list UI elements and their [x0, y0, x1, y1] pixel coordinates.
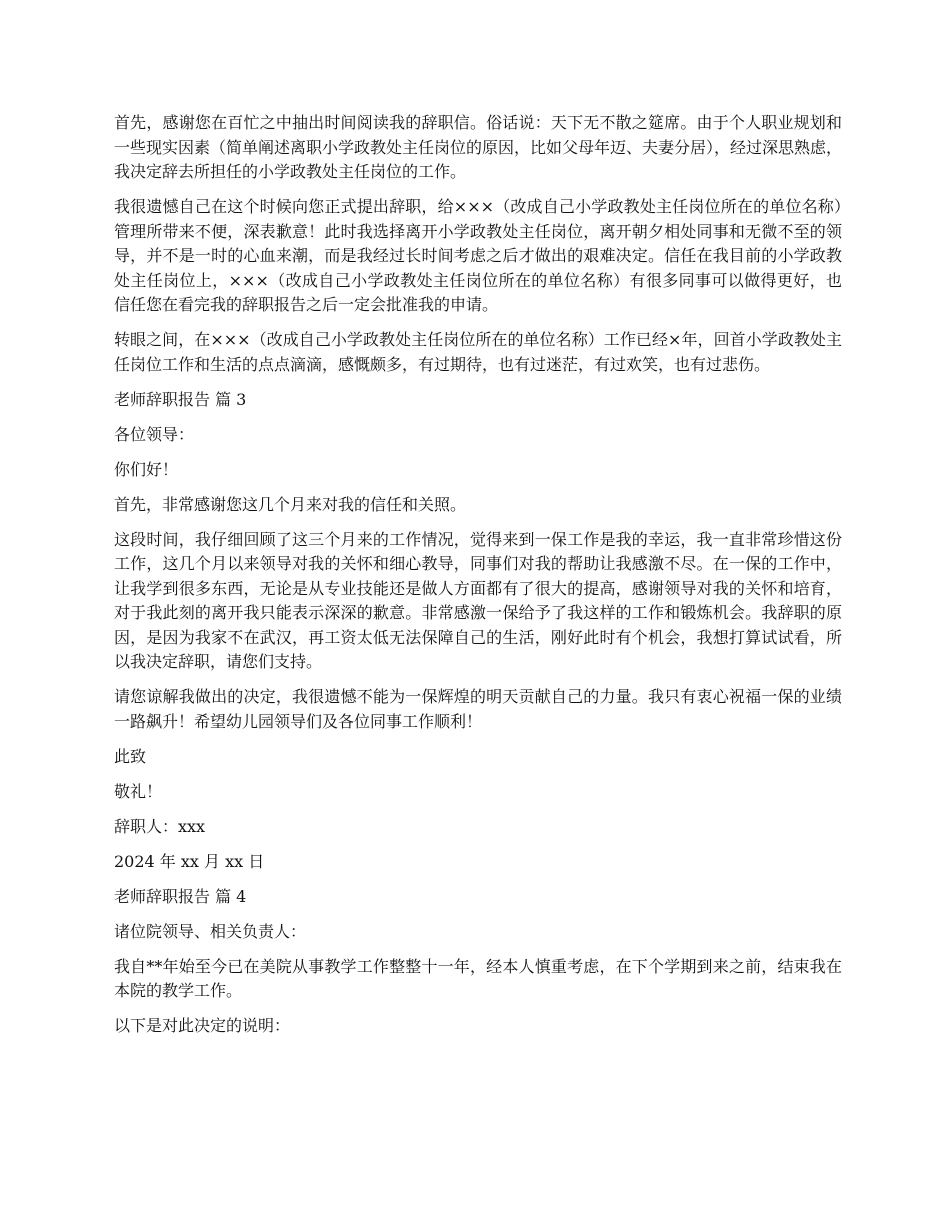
paragraph-tenure: 我自**年始至今已在美院从事教学工作整整十一年，经本人慎重考虑，在下个学期到来之前，结束我在本院的教学工作。: [114, 956, 842, 1000]
greeting: 你们好！: [114, 459, 179, 479]
paragraph-understanding: 请您谅解我做出的决定，我很遗憾不能为一保辉煌的明天贡献自己的力量。我只有衷心祝福一保的业绩一路飙升！希望幼儿园领导们及各位同事工作顺利！: [114, 687, 842, 731]
paragraph-review: 这段时间，我仔细回顾了这三个月来的工作情况，觉得来到一保工作是我的幸运，我一直非常珍惜这份工作，这几个月以来领导对我的关怀和细心教导，同事们对我的帮助让我感激不尽。在一保的工作中，让我学到很多东西，无论是从专业技能还是做人方面都有了很大的提高，感谢领导对我的关怀和培育，对于我此刻的离开我只能表示深深的歉意。非常感激一保给予了我这样的工作和锻炼机会。我辞职的原因，是因为我家不在武汉，再工资太低无法保障自己的生活，刚好此时有个机会，我想打算试试看，所以我决定辞职，请您们支持。: [114, 529, 842, 671]
document-body: [114, 111, 842, 1049]
section-heading-3: 老师辞职报告 篇 3: [114, 389, 247, 409]
paragraph-intro-thanks: 首先，感谢您在百忙之中抽出时间阅读我的辞职信。俗话说：天下无不散之筵席。由于个人职业规划和一些现实因素（简单阐述离职小学政教处主任岗位的原因，比如父母年迈、夫妻分居），经过深思熟虑，我决定辞去所担任的小学政教处主任岗位的工作。: [114, 113, 843, 181]
paragraph-reflection: 转眼之间，在×××（改成自己小学政教处主任岗位所在的单位名称）工作已经×年，回首小学政教处主任岗位工作和生活的点点滴滴，感慨颇多，有过期待，也有过迷茫，有过欢笑，也有过悲伤。: [114, 330, 842, 374]
signature-line: 辞职人：xxx: [114, 816, 206, 836]
closing-salute: 敬礼！: [114, 781, 163, 801]
paragraph-explanation-intro: 以下是对此决定的说明：: [114, 1016, 291, 1035]
salutation: 各位领导：: [114, 424, 195, 444]
date-line: 2024 年 xx 月 xx 日: [114, 851, 265, 871]
salutation-2: 诸位院领导、相关负责人：: [114, 921, 307, 941]
paragraph-regret: 我很遗憾自己在这个时候向您正式提出辞职，给×××（改成自己小学政教处主任岗位所在的单位名称）管理所带来不便，深表歉意！此时我选择离开小学政教处主任岗位，离开朝夕相处同事和无微不至的领导，并不是一时的心血来潮，而是我经过长时间考虑之后才做出的艰难决定。信任在我目前的小学政教处主任岗位上，×××（改成自己小学政教处主任岗位所在的单位名称）有很多同事可以做得更好，也信任您在看完我的辞职报告之后一定会批准我的申请。: [114, 197, 842, 314]
section-heading-4: 老师辞职报告 篇 4: [114, 886, 247, 906]
closing-respectfully: 此致: [114, 746, 147, 766]
paragraph-thanks: 首先，非常感谢您这几个月来对我的信任和关照。: [114, 494, 467, 514]
